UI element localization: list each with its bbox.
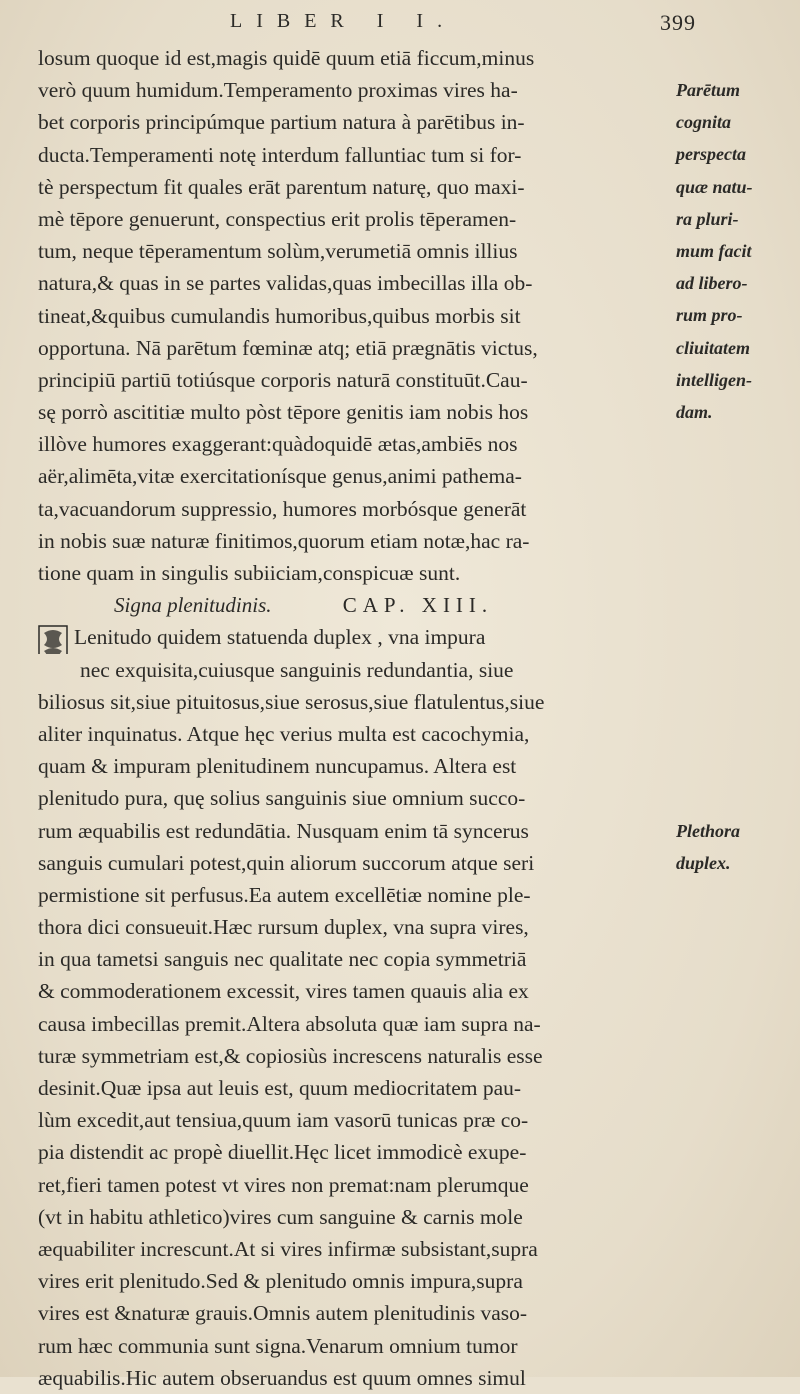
text-line: vires erit plenitudo.Sed & plenitudo omnis impura,supra [38, 1269, 523, 1294]
text-line: tione quam in singulis subiiciam,conspicuæ sunt. [38, 561, 461, 585]
text-line: principiū partiū totiúsque corporis naturā constituūt.Cau- [38, 367, 528, 392]
text-line: bet corporis principúmque partium natura à parētibus in- [38, 110, 525, 135]
text-line: natura,& quas in se partes validas,quas imbecillas illa ob- [38, 271, 533, 296]
chapter-first-line: Lenitudo quidem statuenda duplex , vna impura [74, 625, 486, 650]
text-line: illòve humores exaggerant:quàdoquidē ætas,ambiēs nos [38, 432, 518, 457]
text-line: plenitudo pura, quę solius sanguinis siue omnium succo- [38, 786, 526, 811]
text-line: tum, neque tēperamentum solùm,verumetiā omnis illius [38, 239, 518, 264]
marginal-note-parents: Parētum cognita perspecta quæ natu- ra pluri- mum facit ad libero- rum pro- cliuitatem intelligen- dam. [676, 80, 753, 423]
text-line: æquabiliter increscunt.At si vires infirmæ subsistant,supra [38, 1236, 538, 1261]
chapter-label: CAP. XIII. [342, 593, 494, 618]
text-line: turæ symmetriam est,& copiosiùs increscens naturalis esse [38, 1043, 543, 1068]
text-line: ret,fieri tamen potest vt vires non premat:nam plerumque [38, 1172, 529, 1197]
text-line: quam & impuram plenitudinem nuncupamus. Altera est [38, 754, 517, 779]
marginal-note-plethora: Plethora duplex. [676, 821, 741, 874]
text-line: aër,alimēta,vitæ exercitationísque genus,animi pathema- [38, 464, 522, 489]
main-text [38, 42, 670, 1394]
text-line: losum quoque id est,magis quidē quum etiā ficcum,minus [38, 46, 535, 70]
text-line: aliter inquinatus. Atque hęc verius multa est cacochymia, [38, 721, 530, 746]
text-line: nec exquisita,cuiusque sanguinis redundantia, siue [80, 657, 514, 682]
drop-cap-ornament-icon [38, 625, 68, 653]
text-line: pia distendit ac propè diuellit.Hęc licet immodicè exupe- [38, 1140, 527, 1165]
page-header [0, 10, 800, 46]
text-line: sę porrò ascititiæ multo pòst tēpore genitis iam nobis hos [38, 400, 529, 425]
text-line: in qua tametsi sanguis nec qualitate nec copia symmetriā [38, 947, 527, 972]
text-line: permistione sit perfusus.Ea autem excellētiæ nomine ple- [38, 882, 531, 907]
text-line: in nobis suæ naturæ finitimos,quorum etiam notæ,hac ra- [38, 528, 530, 553]
text-line: ta,vacuandorum suppressio, humores morbósque generāt [38, 496, 527, 521]
text-line: & commoderationem excessit, vires tamen quauis alia ex [38, 979, 529, 1004]
text-line: ducta.Temperamenti notę interdum falluntiac tum si for- [38, 142, 522, 167]
text-line: desinit.Quæ ipsa aut leuis est, quum mediocritatem pau- [38, 1076, 522, 1100]
text-line: mè tēpore genuerunt, conspectius erit prolis tēperamen- [38, 206, 517, 231]
text-line [38, 621, 670, 653]
text-line: causa imbecillas premit.Altera absoluta quæ iam supra na- [38, 1011, 541, 1036]
section-title: Signa plenitudinis. [114, 593, 272, 618]
text-line: sanguis cumulari potest,quin aliorum succorum atque seri [38, 850, 535, 875]
text-line: verò quum humidum.Temperamento proximas vires ha- [38, 78, 518, 103]
text-line: lùm excedit,aut tensiua,quum iam vasorū tunicas præ co- [38, 1108, 529, 1133]
text-line: vires est &naturæ grauis.Omnis autem plenitudinis vaso- [38, 1301, 528, 1326]
text-line: æquabilis.Hic autem obseruandus est quum omnes simul [38, 1365, 526, 1390]
text-line: thora dici consueuit.Hæc rursum duplex, vna supra vires, [38, 915, 529, 940]
running-title: LIBER I I. [230, 10, 457, 32]
text-line: biliosus sit,siue pituitosus,siue serosus,siue flatulentus,siue [38, 689, 545, 714]
text-line: tè perspectum fit quales erāt parentum naturę, quo maxi- [38, 174, 525, 199]
page-number: 399 [660, 10, 696, 35]
text-line: tineat,&quibus cumulandis humoribus,quibus morbis sit [38, 303, 521, 328]
text-line: rum æquabilis est redundātia. Nusquam enim tā syncerus [38, 818, 529, 843]
text-line: opportuna. Nā parētum fœminæ atq; etiā prægnātis victus, [38, 335, 538, 360]
text-line: rum hæc communia sunt signa.Venarum omnium tumor [38, 1333, 518, 1358]
text-line: (vt in habitu athletico)vires cum sanguine & carnis mole [38, 1204, 523, 1229]
section-heading [38, 589, 670, 621]
